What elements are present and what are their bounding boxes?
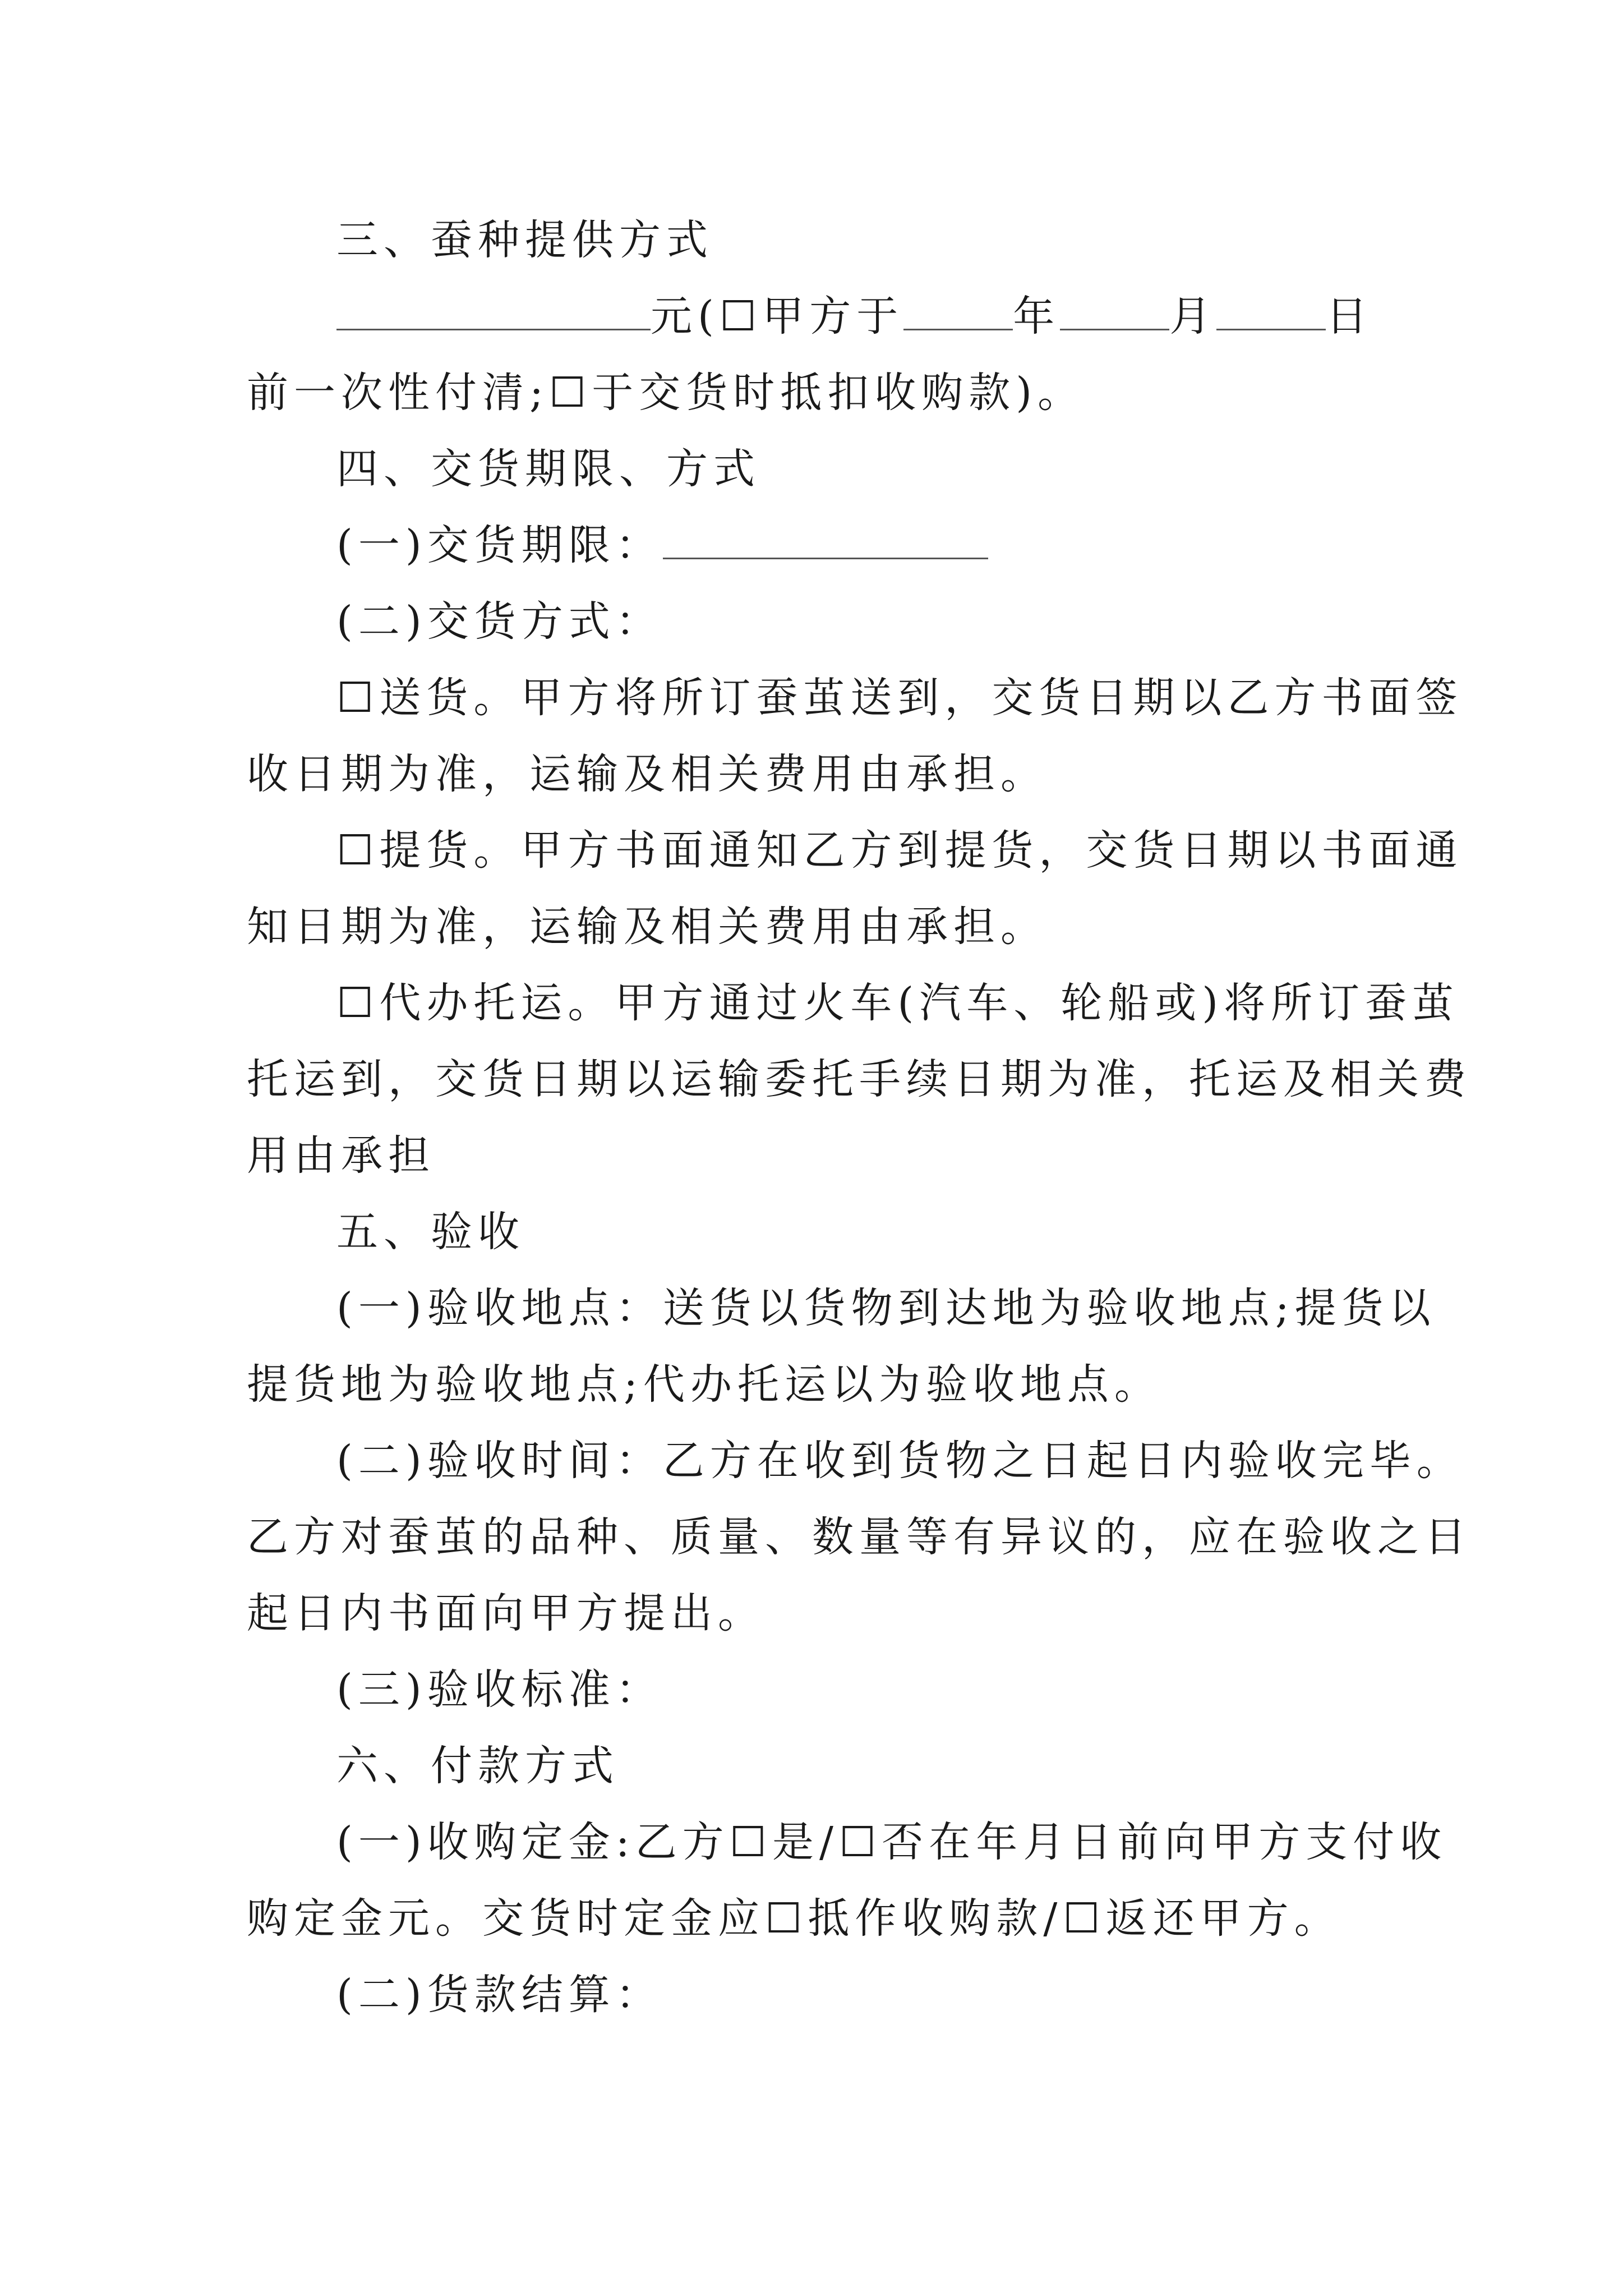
amount-blank (336, 289, 651, 330)
acceptance-place-line-2: 提货地为验收地点;代办托运以为验收地点。 (247, 1360, 1161, 1409)
delivery-option-line-1: ☐送货。甲方将所订蚕茧送到，交货日期以乙方书面签 (336, 674, 1463, 722)
delivery-method-label: (二)交货方式： (336, 597, 663, 646)
section-5-heading: 五、验收 (336, 1208, 525, 1256)
acceptance-time-line-3: 起日内书面向甲方提出。 (247, 1589, 765, 1637)
acceptance-time-line-2: 乙方对蚕茧的品种、质量、数量等有异议的，应在验收之日 (247, 1513, 1472, 1561)
contract-page (247, 202, 1472, 2033)
delivery-option-line-2: 收日期为准，运输及相关费用由承担。 (247, 750, 1048, 798)
month-text: 月 (1169, 292, 1217, 341)
acceptance-place-line-1: (一)验收地点：送货以货物到达地为验收地点;提货以 (336, 1284, 1436, 1332)
day-text: 日 (1326, 292, 1373, 341)
settlement-line: (二)货款结算： (336, 1971, 663, 2019)
consign-option-line-3: 用由承担 (247, 1131, 435, 1180)
consign-option-line-2: 托运到，交货日期以运输委托手续日期为准，托运及相关费 (247, 1055, 1472, 1103)
payment-term-line-2: 前一次性付清;☐于交货时抵扣收购款)。 (247, 369, 1085, 417)
month-blank (1060, 289, 1169, 330)
consign-option-line-1: ☐代办托运。甲方通过火车(汽车、轮船或)将所订蚕茧 (336, 979, 1460, 1027)
section-6-heading: 六、付款方式 (336, 1742, 619, 1790)
acceptance-time-line-1: (二)验收时间：乙方在收到货物之日起日内验收完毕。 (336, 1437, 1464, 1485)
section-3-heading: 三、蚕种提供方式 (336, 216, 713, 264)
delivery-deadline-label: (一)交货期限： (336, 521, 663, 569)
yuan-text: 元(☐甲方于 (651, 292, 904, 341)
deposit-line-1: (一)收购定金:乙方☐是/☐否在年月日前向甲方支付收 (336, 1818, 1447, 1866)
section-4-heading: 四、交货期限、方式 (336, 445, 760, 493)
day-blank (1216, 289, 1326, 330)
acceptance-standard-line: (三)验收标准： (336, 1665, 663, 1714)
delivery-deadline-blank (663, 518, 988, 559)
pickup-option-line-2: 知日期为准，运输及相关费用由承担。 (247, 903, 1048, 951)
pickup-option-line-1: ☐提货。甲方书面通知乙方到提货，交货日期以书面通 (336, 826, 1463, 875)
payment-term-line (247, 278, 1396, 355)
delivery-deadline-line (247, 507, 1396, 583)
year-blank (903, 289, 1013, 330)
deposit-line-2: 购定金元。交货时定金应☐抵作收购款/☐返还甲方。 (247, 1894, 1341, 1943)
year-text: 年 (1013, 292, 1061, 341)
